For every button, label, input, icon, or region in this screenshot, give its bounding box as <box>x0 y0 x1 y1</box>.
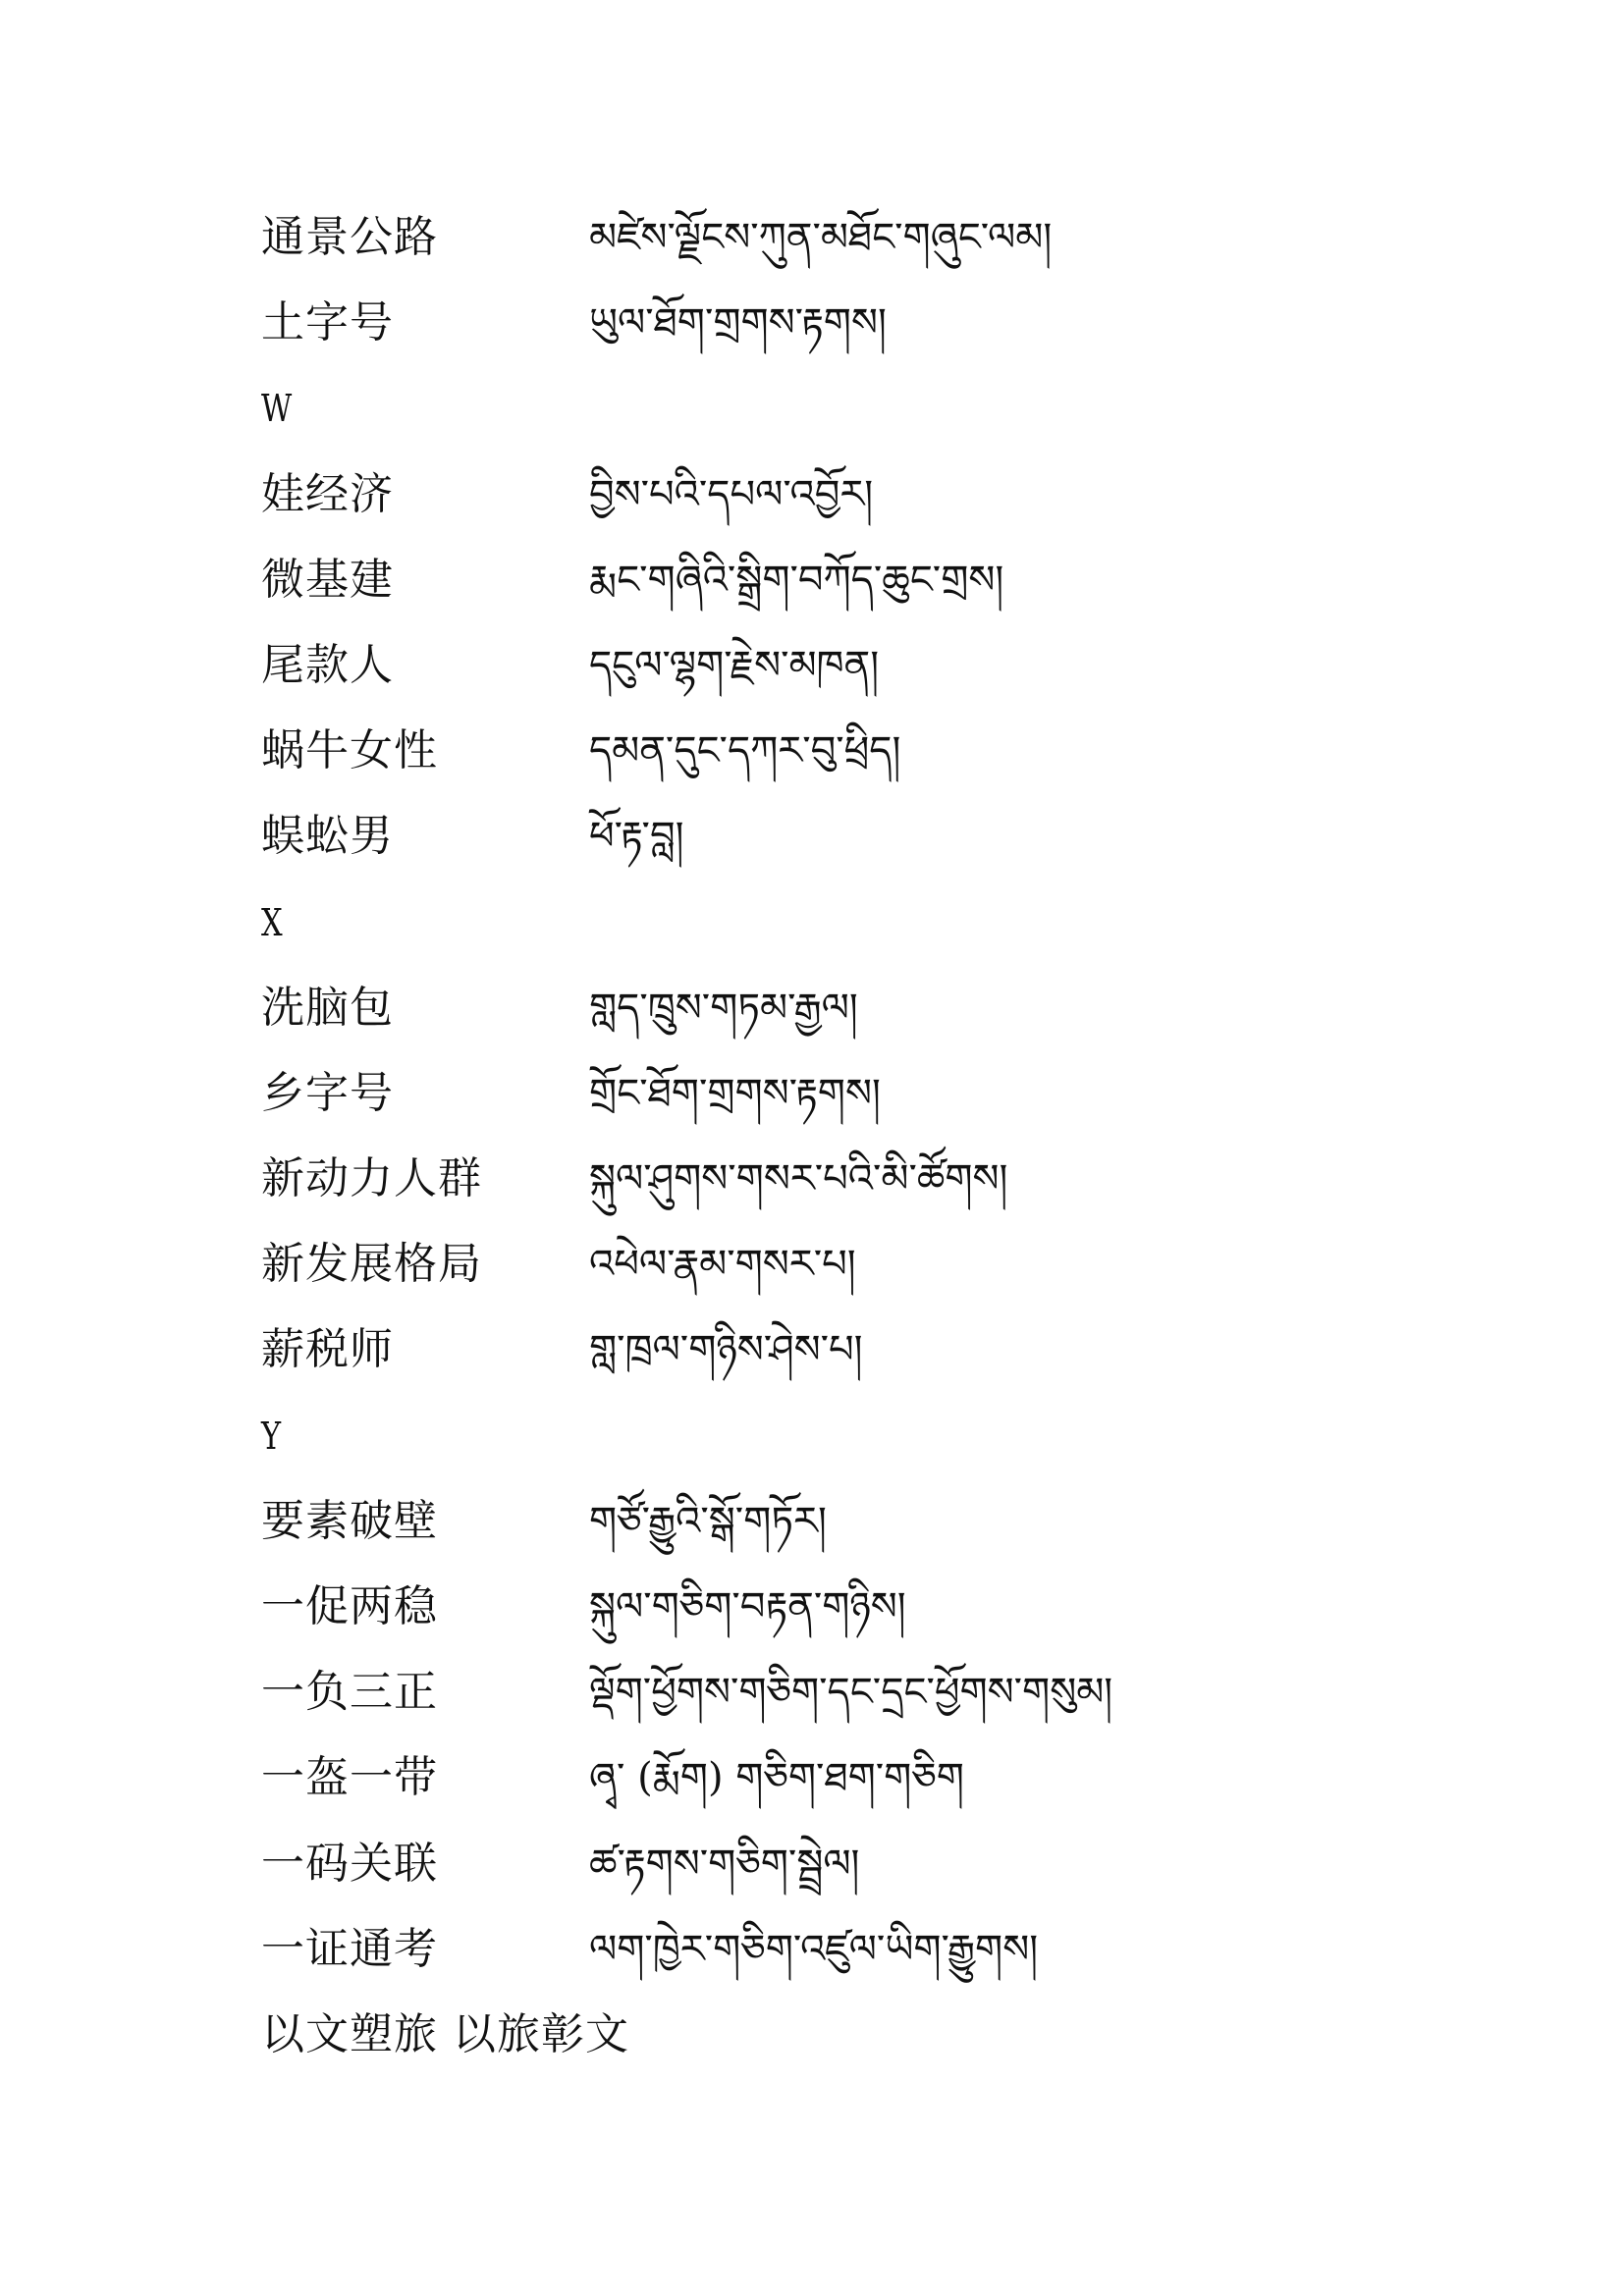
chinese-term: 一盔一带 <box>261 1752 438 1803</box>
glossary-entry <box>261 1492 1439 1577</box>
glossary-entry <box>261 636 1439 721</box>
chinese-term: 要素破壁 <box>261 1495 438 1546</box>
section-letter: W <box>261 387 293 431</box>
glossary-entry <box>261 2005 1439 2091</box>
glossary-entry <box>261 1064 1439 1149</box>
chinese-term: 尾款人 <box>261 639 394 690</box>
glossary-entry <box>261 551 1439 636</box>
section-letter-row <box>261 1407 1439 1492</box>
glossary-list <box>261 208 1439 2091</box>
tibetan-translation: ཞྭ་ (རྨོག) གཅིག་ཐག་གཅིག <box>589 1755 964 1801</box>
tibetan-translation: འཕེལ་རྣམ་གསར་པ། <box>589 1242 856 1288</box>
glossary-entry <box>261 1835 1439 1920</box>
chinese-term: 蜗牛女性 <box>261 725 438 776</box>
chinese-term: 通景公路 <box>261 212 438 262</box>
chinese-term: 一负三正 <box>261 1667 438 1718</box>
chinese-term: 乡字号 <box>261 1067 394 1118</box>
chinese-term: 洗脑包 <box>261 982 394 1033</box>
glossary-entry <box>261 1920 1439 2005</box>
glossary-entry <box>261 1748 1439 1834</box>
tibetan-translation: ཡུལ་ཐོག་གྲགས་རྟགས། <box>589 300 887 347</box>
tibetan-translation: མཛེས་ལྗོངས་ཀུན་མཐོང་གཞུང་ལམ། <box>589 215 1053 260</box>
tibetan-translation: ལག་ཁྱེར་གཅིག་འཛུལ་ཡིག་རྒྱུགས། <box>589 1926 1039 1972</box>
chinese-term: 娃经济 <box>261 468 394 519</box>
glossary-entry <box>261 1663 1439 1748</box>
glossary-entry <box>261 721 1439 807</box>
glossary-entry <box>261 1577 1439 1663</box>
glossary-entry <box>261 807 1439 892</box>
glossary-entry <box>261 1320 1439 1406</box>
glossary-entry <box>261 1235 1439 1320</box>
tibetan-translation: གཙོ་རྒྱུའི་སྒོ་གཏོར། <box>589 1498 827 1544</box>
chinese-term: 土字号 <box>261 297 394 348</box>
chinese-term: 一促两稳 <box>261 1581 438 1631</box>
glossary-entry <box>261 208 1439 294</box>
tibetan-translation: གླ་ཁྲལ་གཉིས་ཤེས་པ། <box>589 1327 863 1373</box>
chinese-term: 以文塑旅 以旅彰文 <box>261 2008 629 2059</box>
glossary-entry <box>261 1149 1439 1235</box>
tibetan-translation: གླད་ཁྲུས་གཏམ་རྒྱལ། <box>589 985 858 1031</box>
tibetan-translation: དམན་དུང་དཀར་བུ་ཕྲིད། <box>589 728 901 774</box>
tibetan-translation: ཕོ་རྟ་བླ། <box>589 814 684 860</box>
chinese-term: 蜈蚣男 <box>261 811 394 862</box>
tibetan-translation: བྱིས་པའི་དཔལ་འབྱོར། <box>589 471 874 517</box>
chinese-term: 新发展格局 <box>261 1239 482 1290</box>
chinese-term: 一证通考 <box>261 1923 438 1974</box>
section-letter-row <box>261 893 1439 979</box>
tibetan-translation: གྲོང་ཐོག་གྲགས་རྟགས། <box>589 1070 881 1116</box>
glossary-entry <box>261 465 1439 551</box>
glossary-entry <box>261 294 1439 379</box>
section-letter: X <box>261 900 283 944</box>
section-letter-row <box>261 379 1439 464</box>
tibetan-translation: རྨང་གཞིའི་སྒྲིག་བཀོད་ཆུང་གྲས། <box>589 557 1004 603</box>
glossary-entry <box>261 979 1439 1064</box>
chinese-term: 微基建 <box>261 554 394 605</box>
tibetan-translation: ཚ་རྟགས་གཅིག་སྦྲེལ། <box>589 1841 860 1887</box>
chinese-term: 新动力人群 <box>261 1153 482 1204</box>
section-letter: Y <box>261 1414 282 1458</box>
tibetan-translation: སྐུལ་ཤུགས་གསར་པའི་མི་ཚོགས། <box>589 1156 1008 1202</box>
tibetan-translation: ལྡོག་ཕྱོགས་གཅིག་དང་དྲང་ཕྱོགས་གསུམ། <box>589 1670 1113 1716</box>
tibetan-translation: སྐུལ་གཅིག་བརྟན་གཉིས། <box>589 1584 906 1629</box>
chinese-term: 一码关联 <box>261 1838 438 1889</box>
chinese-term: 薪税师 <box>261 1324 394 1375</box>
tibetan-translation: དངུལ་ལྷག་རྗེས་མཁན། <box>589 642 880 688</box>
